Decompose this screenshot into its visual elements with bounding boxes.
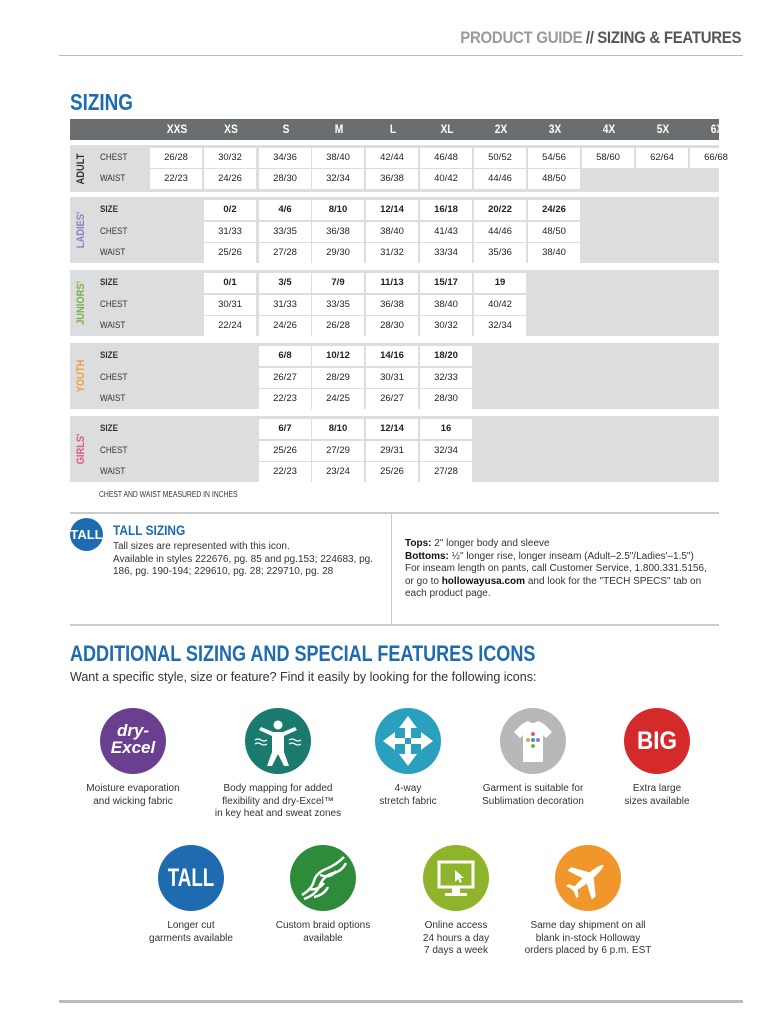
size-cell: 24/26 xyxy=(528,200,580,220)
braid-icon xyxy=(290,845,356,911)
size-cell: 48/50 xyxy=(528,169,580,189)
size-cell: 32/34 xyxy=(474,316,526,336)
size-cell: 12/14 xyxy=(366,200,418,220)
header-separator: // xyxy=(585,28,594,47)
website-link[interactable]: hollowayusa.com xyxy=(441,575,526,587)
size-cell: 38/40 xyxy=(312,148,364,168)
size-column-header: 6X xyxy=(710,122,724,136)
size-column-header: S xyxy=(282,122,290,136)
dry-excel-text-2: Excel xyxy=(110,738,156,757)
tall-sizing-title: TALL SIZING xyxy=(113,522,186,538)
size-cell: 32/34 xyxy=(420,441,472,461)
size-cell: 22/23 xyxy=(150,169,202,189)
online-access-caption: Online access 24 hours a day 7 days a week xyxy=(422,920,490,956)
size-cell: 22/24 xyxy=(204,316,256,336)
size-cell: 30/31 xyxy=(204,295,256,315)
size-cell: 15/17 xyxy=(420,273,472,293)
size-cell: 31/33 xyxy=(259,295,311,315)
sizing-title: SIZING xyxy=(70,89,133,115)
size-cell: 38/40 xyxy=(528,243,580,263)
size-cell: 20/22 xyxy=(474,200,526,220)
size-cell: 32/33 xyxy=(420,368,472,388)
size-cell: 44/46 xyxy=(474,222,526,242)
size-cell: 36/38 xyxy=(366,169,418,189)
size-cell: 24/25 xyxy=(312,389,364,409)
size-cell: 8/10 xyxy=(312,200,364,220)
tall-caption: Longer cut garments available xyxy=(149,920,233,944)
size-cell: 36/38 xyxy=(312,222,364,242)
bottoms-text: ½" longer rise, longer inseam (Adult–2.5"/Ladies'–1.5") xyxy=(448,550,694,562)
size-column-header: 3X xyxy=(548,122,562,136)
size-cell: 23/24 xyxy=(312,462,364,482)
size-group-0 xyxy=(70,145,728,192)
inseam-text: For inseam length on pants, call Customer Service, 1.800.331.5156, or go to xyxy=(405,563,707,587)
group-label-text: LADIES' xyxy=(75,211,87,249)
measurement-note: CHEST AND WAIST MEASURED IN INCHES xyxy=(99,490,238,499)
row-label: CHEST xyxy=(100,444,128,455)
sublimation-icon xyxy=(500,708,566,774)
size-cell: 32/34 xyxy=(312,169,364,189)
size-cell: 0/2 xyxy=(204,200,256,220)
size-cell: 26/28 xyxy=(150,148,202,168)
size-cell: 26/28 xyxy=(312,316,364,336)
size-cell: 3/5 xyxy=(259,273,311,293)
footer-rule xyxy=(59,1000,743,1003)
size-cell: 25/26 xyxy=(204,243,256,263)
size-header-bar xyxy=(70,119,724,140)
size-cell: 42/44 xyxy=(366,148,418,168)
row-label: SIZE xyxy=(100,350,119,360)
big-text: BIG xyxy=(636,727,677,755)
inseam-spec xyxy=(405,563,715,601)
size-cell: 29/31 xyxy=(366,441,418,461)
size-cell: 54/56 xyxy=(528,148,580,168)
size-cell: 31/33 xyxy=(204,222,256,242)
row-label: SIZE xyxy=(100,204,119,214)
group-label xyxy=(70,145,92,192)
size-cell: 30/32 xyxy=(204,148,256,168)
size-cell: 22/23 xyxy=(259,462,311,482)
size-cell: 28/30 xyxy=(366,316,418,336)
size-cell: 50/52 xyxy=(474,148,526,168)
divider xyxy=(391,514,392,624)
size-group-2 xyxy=(70,270,719,336)
size-cell: 25/26 xyxy=(366,462,418,482)
tops-label: Tops: xyxy=(405,538,432,549)
group-label xyxy=(70,197,92,263)
size-cell: 18/20 xyxy=(420,346,472,366)
group-label-text: ADULT xyxy=(75,153,87,184)
size-cell: 25/26 xyxy=(259,441,311,461)
tall-sizing-text xyxy=(113,541,383,579)
row-label: SIZE xyxy=(100,277,119,287)
tops-spec xyxy=(405,538,715,551)
tall-line-1: Tall sizes are represented with this icon. xyxy=(113,541,290,552)
row-label: CHEST xyxy=(100,298,128,309)
size-cell: 10/12 xyxy=(312,346,364,366)
inseam-tail: and look for the "TECH SPECS" tab on each product page. xyxy=(405,575,702,599)
tall-line-2: Available in styles 222676, pg. 85 and pg.153; 224683, pg. 186, pg. 190-194; 229610, pg. 28; 229710, pg. 28 xyxy=(113,553,374,577)
page-header xyxy=(460,28,741,48)
size-cell: 11/13 xyxy=(366,273,418,293)
size-group-1 xyxy=(70,197,719,263)
divider xyxy=(70,624,719,626)
group-label xyxy=(70,416,92,482)
size-column-header: 5X xyxy=(656,122,670,136)
size-cell: 30/31 xyxy=(366,368,418,388)
group-label-text: JUNIORS' xyxy=(75,281,87,325)
size-cell: 28/29 xyxy=(312,368,364,388)
size-cell: 24/26 xyxy=(204,169,256,189)
size-cell: 62/64 xyxy=(636,148,688,168)
tall-text: TALL xyxy=(167,864,215,892)
bottoms-label: Bottoms: xyxy=(405,550,449,562)
size-cell: 38/40 xyxy=(420,295,472,315)
size-cell: 36/38 xyxy=(366,295,418,315)
size-cell: 24/26 xyxy=(259,316,311,336)
size-cell: 44/46 xyxy=(474,169,526,189)
row-label: SIZE xyxy=(100,423,119,433)
size-cell: 66/68 xyxy=(690,148,742,168)
size-cell: 34/36 xyxy=(259,148,311,168)
size-group-4 xyxy=(70,416,719,482)
size-cell: 38/40 xyxy=(366,222,418,242)
braid-caption: Custom braid options available xyxy=(275,920,371,944)
group-label-text: YOUTH xyxy=(75,359,87,393)
size-cell: 6/7 xyxy=(259,419,311,439)
tech-specs-text xyxy=(405,538,715,601)
size-cell: 0/1 xyxy=(204,273,256,293)
header-rule xyxy=(59,55,743,56)
big-icon xyxy=(624,708,690,774)
row-label: CHEST xyxy=(100,371,128,382)
header-product-guide: PRODUCT GUIDE xyxy=(460,28,583,47)
dry-excel-text-1: dry- xyxy=(116,721,150,740)
header-section: SIZING & FEATURES xyxy=(596,28,741,47)
size-cell: 27/28 xyxy=(259,243,311,263)
row-label: WAIST xyxy=(100,173,126,183)
size-cell: 33/35 xyxy=(312,295,364,315)
features-subtitle: Want a specific style, size or feature? Find it easily by looking for the following icons: xyxy=(70,670,537,684)
size-cell: 31/32 xyxy=(366,243,418,263)
size-group-3 xyxy=(70,343,719,409)
features-title: ADDITIONAL SIZING AND SPECIAL FEATURES ICONS xyxy=(70,641,536,666)
size-cell: 7/9 xyxy=(312,273,364,293)
size-cell: 16/18 xyxy=(420,200,472,220)
dry-excel-caption: Moisture evaporation and wicking fabric xyxy=(86,783,180,807)
size-cell: 28/30 xyxy=(420,389,472,409)
size-cell: 41/43 xyxy=(420,222,472,242)
row-label: WAIST xyxy=(100,247,126,257)
size-cell: 58/60 xyxy=(582,148,634,168)
row-label: WAIST xyxy=(100,393,126,403)
size-cell: 19 xyxy=(474,273,526,293)
row-label: WAIST xyxy=(100,466,126,476)
size-cell: 22/23 xyxy=(259,389,311,409)
body-mapping-caption: Body mapping for added flexibility and dry-Excel™ in key heat and sweat zones xyxy=(214,783,342,819)
size-cell: 6/8 xyxy=(259,346,311,366)
group-label xyxy=(70,270,92,336)
size-cell: 48/50 xyxy=(528,222,580,242)
size-cell: 33/34 xyxy=(420,243,472,263)
size-cell: 26/27 xyxy=(259,368,311,388)
size-column-header: XS xyxy=(224,122,238,136)
online-access-icon xyxy=(423,845,489,911)
bottoms-spec xyxy=(405,551,715,564)
body-mapping-icon xyxy=(245,708,311,774)
size-column-header: XL xyxy=(440,122,454,136)
four-way-stretch-icon xyxy=(375,708,441,774)
size-column-header: XXS xyxy=(166,122,188,136)
size-cell: 27/28 xyxy=(420,462,472,482)
size-cell: 29/30 xyxy=(312,243,364,263)
size-cell: 16 xyxy=(420,419,472,439)
size-cell: 26/27 xyxy=(366,389,418,409)
tall-icon xyxy=(158,845,224,911)
airplane-caption: Same day shipment on all blank in-stock Holloway orders placed by 6 p.m. EST xyxy=(524,920,652,956)
size-cell: 28/30 xyxy=(259,169,311,189)
row-label: CHEST xyxy=(100,225,128,236)
size-cell: 40/42 xyxy=(420,169,472,189)
size-cell: 46/48 xyxy=(420,148,472,168)
tall-icon: TALL xyxy=(70,518,103,551)
size-cell: 33/35 xyxy=(259,222,311,242)
size-cell: 14/16 xyxy=(366,346,418,366)
sublimation-caption: Garment is suitable for Sublimation decoration xyxy=(482,783,584,807)
four-way-stretch-caption: 4-way stretch fabric xyxy=(379,783,437,807)
size-cell: 40/42 xyxy=(474,295,526,315)
tops-text: 2" longer body and sleeve xyxy=(431,538,550,549)
size-cell: 30/32 xyxy=(420,316,472,336)
size-column-header: M xyxy=(334,122,344,136)
big-caption: Extra large sizes available xyxy=(624,783,690,807)
row-label: CHEST xyxy=(100,152,128,162)
size-cell: 27/29 xyxy=(312,441,364,461)
size-column-header: 4X xyxy=(602,122,616,136)
airplane-icon xyxy=(555,845,621,911)
group-label-text: GIRLS' xyxy=(75,433,87,465)
size-cell: 12/14 xyxy=(366,419,418,439)
size-column-header: L xyxy=(389,122,397,136)
divider xyxy=(70,512,719,514)
size-column-header: 2X xyxy=(494,122,508,136)
size-cell: 8/10 xyxy=(312,419,364,439)
dry-excel-icon xyxy=(100,708,166,774)
size-cell: 4/6 xyxy=(259,200,311,220)
group-label xyxy=(70,343,92,409)
row-label: WAIST xyxy=(100,320,126,330)
size-cell: 35/36 xyxy=(474,243,526,263)
